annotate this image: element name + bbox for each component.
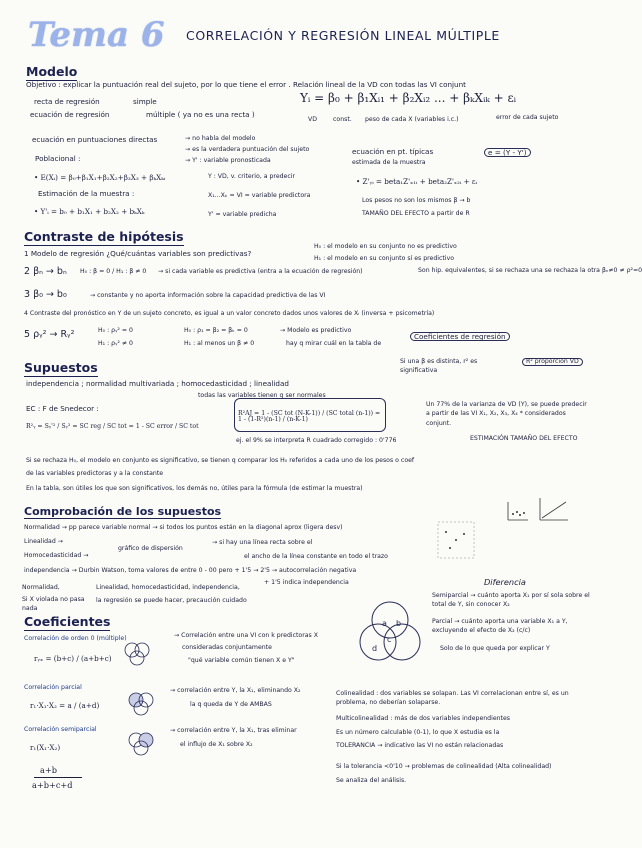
ryx-formula: rᵧₓ = (b+c) / (a+b+c) xyxy=(34,654,112,663)
tolerancia-num: Es un número calculable (0-1), lo que X estudia es la xyxy=(336,729,500,736)
poblacional-eq: • E(Xᵢ) = β₀+β₁X₁+β₂X₂+β₃X₃ + βₖXₖᵢ xyxy=(34,173,166,182)
y-vd-def: Y : VD, v. criterio, a predecir xyxy=(208,173,296,180)
orden0-txt2: consideradas conjuntamente xyxy=(182,644,272,651)
tamano-note: TAMAÑO DEL EFECTO a partir de R xyxy=(362,210,470,217)
contraste-3-text: → constante y no aporta información sobre la capacidad predictiva de las VI xyxy=(90,292,326,299)
venn-diagram-icon xyxy=(352,596,430,678)
linealidad-2: Linealidad, homocedasticidad, independencia, xyxy=(96,584,240,591)
section-heading-modelo: Modelo xyxy=(26,64,78,79)
colinealidad-def: Colinealidad : dos variables se solapan. Las VI correlacionan entre sí, es un problema, no deberían solaparse. xyxy=(336,690,569,706)
multiple-label: múltiple ( ya no es una recta ) xyxy=(146,110,255,119)
section-heading-coeficientes: Coeficientes xyxy=(24,614,111,629)
semi-formula: r₁(X₁·X₂) xyxy=(30,743,61,752)
comprob-normalidad: Normalidad → pp parece variable normal → si todos los puntos están en la diagonal aprox (ligera desv) xyxy=(24,524,343,531)
parcial-heading: Correlación parcial xyxy=(24,684,82,691)
contraste-5-h1: H₁ : ρᵧ² ≠ 0 xyxy=(98,340,133,347)
coeficientes-regresion: Coeficientes de regresión xyxy=(410,332,510,341)
contraste-5: 5 ρᵧ² → Rᵧ² xyxy=(24,329,75,340)
supuestos-list: independencia ; normalidad multivariada ; homocedasticidad ; linealidad xyxy=(26,379,289,388)
normalidad-2: Normalidad, xyxy=(22,584,60,591)
estimacion-tamano: ESTIMACIÓN TAMAÑO DEL EFECTO xyxy=(470,435,578,442)
parcial-def: Parcial → cuánto aporta una variable X₁ a Y, excluyendo el efecto de X₂ (c/c) xyxy=(432,618,568,634)
ec-label: EC : F de Snedecor : xyxy=(26,404,99,413)
page-subtitle: CORRELACIÓN Y REGRESIÓN LINEAL MÚLTIPLE xyxy=(186,28,500,43)
ecuac-directas: ecuación en puntuaciones directas xyxy=(32,135,158,144)
note-3: → Y' : variable pronosticada xyxy=(185,157,271,164)
contraste-2-text: → si cada variable es predictiva (entra a la ecuación de regresión) xyxy=(158,268,363,275)
r2aj-formula: R²AJ = 1 - (SC tot (N-K-1)) / (SC total (n-1)) = 1 - (1-R²)(n-1) / (n-K-1) xyxy=(238,410,381,424)
estimacion-eq: • Y'ᵢ = b₀ + b₁X₁ + b₂X₂ + bₖXₖ xyxy=(34,207,145,216)
x-vi-def: X₁...Xₖ = VI = variable predictora xyxy=(208,192,311,199)
violada-note: Si X violada no pasa nada xyxy=(22,596,85,612)
recta-label: recta de regresión xyxy=(34,97,100,106)
section-heading-supuestos: Supuestos xyxy=(24,360,98,375)
grafico-note: → si hay una línea recta sobre el xyxy=(212,539,313,546)
note-1: → no habla del modelo xyxy=(185,135,256,142)
page-title: Tema 6 xyxy=(28,15,165,55)
regression-equation: Yᵢ = β₀ + β₁Xᵢ₁ + β₂Xᵢ₂ ... + βₖXᵢₖ + εᵢ xyxy=(300,91,517,105)
semiparcial-def: Semiparcial → cuánto aporta X₁ por sí sola sobre el total de Y, sin conocer X₂ xyxy=(432,592,590,608)
proporcion-vd: R² proporción VD xyxy=(522,358,583,366)
svg-text:a: a xyxy=(382,619,387,628)
objetivo-text: Objetivo : explicar la puntuación real del sujeto, por lo que tiene el error . Relación lineal de la VD con todas las VI conjunt xyxy=(26,80,466,89)
contraste-5-hb: H₁ : al menos un β ≠ 0 xyxy=(184,340,255,347)
contraste-5-txt1: → Modelo es predictivo xyxy=(280,327,352,334)
orden0-txt3: "qué variable común tienen X e Y" xyxy=(188,657,295,664)
parcial-txt2: la q queda de Y de AMBAS xyxy=(190,701,272,708)
diferencia-heading: Diferencia xyxy=(484,577,526,587)
ecuac-tipicas: ecuación en pt. típicas xyxy=(352,147,434,156)
pesos-note: Los pesos no son los mismos β → b xyxy=(362,197,471,204)
homoc-note: el ancho de la línea constante en todo el trazo xyxy=(244,553,388,560)
venn-semi-icon xyxy=(126,730,156,756)
venn-parcial-icon xyxy=(126,690,156,716)
r2-formula: R²ᵧ = Sᵧ'² / Sᵧ² = SC reg / SC tot = 1 - SC error / SC tot xyxy=(26,423,199,430)
contraste-5-h0: H₀ : ρᵧ² = 0 xyxy=(98,327,133,334)
contraste-1-h0: H₀ : el modelo en su conjunto no es predictivo xyxy=(314,243,457,250)
svg-text:c: c xyxy=(387,635,392,644)
scatter-plot-icon xyxy=(506,500,530,522)
eq-label-const: const. xyxy=(333,116,352,123)
solo-def: Solo de lo que queda por explicar Y xyxy=(440,645,550,652)
parcial-formula: r₁·X₁·X₂ = a / (a+d) xyxy=(30,701,100,710)
section-heading-comprob: Comprobación de los supuestos xyxy=(24,505,222,518)
ecuacion-label: ecuación de regresión xyxy=(30,110,110,119)
venn-small-icon xyxy=(122,640,152,666)
semi-txt2: el influjo de X₁ sobre X₂ xyxy=(180,741,253,748)
comprob-linealidad: Linealidad → xyxy=(24,538,63,545)
eq-label-peso: peso de cada X (variables i.c.) xyxy=(365,116,459,123)
svg-text:b: b xyxy=(396,619,402,628)
fraction-den: a+b+c+d xyxy=(32,780,73,790)
supuestos-note: todas las variables tienen q ser normales xyxy=(198,392,326,399)
tolerancia-note: Se analiza del análisis. xyxy=(336,777,407,784)
grafico-dispersion: gráfico de dispersión xyxy=(118,545,183,552)
eq-label-error: error de cada sujeto xyxy=(496,114,559,121)
y-pred-def: Y' = variable predicha xyxy=(208,211,277,218)
contraste-1: 1 Modelo de regresión ¿Qué/cuántas variables son predictivas? xyxy=(24,249,252,258)
z-eq: • Z'ᵧᵢ = beta₁Z'ₓ₁ᵢ + beta₂Z'ₓ₂ᵢ + εᵢ xyxy=(356,177,478,186)
equivalence-note: Son hip. equivalentes, si se rechaza una se rechaza la otra βₙ≠0 ≠ ρ²=0 xyxy=(418,267,642,274)
contraste-4: 4 Contraste del pronóstico en Y de un sujeto concreto, es igual a un valor concreto dados unos valores de Xᵢ (inversa + psicometría) xyxy=(24,310,435,317)
multicolinealidad-def: Multicolinealidad : más de dos variables independientes xyxy=(336,715,511,722)
estimada-muestra: estimada de la muestra xyxy=(352,159,426,166)
r2-explanation: Un 77% de la varianza de VD (Y), se puede predecir a partir de las VI X₁, X₂, X₃, X₄ * considerados conjunt. xyxy=(426,401,587,427)
simple-label: simple xyxy=(133,97,157,106)
note-2: → es la verdadera puntuación del sujeto xyxy=(185,146,310,153)
tolerancia-limit: Si la tolerancia <0'10 → problemas de colinealidad (Alta colinealidad) xyxy=(336,763,552,770)
rechazo-1: Si se rechaza H₀, el modelo en conjunto es significativo, se tienen q comparar los H₀ referidos a cada uno de los pesos o coef xyxy=(26,457,415,464)
fraction-num: a+b xyxy=(40,765,57,775)
section-heading-contraste: Contraste de hipótesis xyxy=(24,229,184,244)
trend-line-icon xyxy=(538,496,570,522)
contraste-1-h1: H₁ : el modelo en su conjunto sí es predictivo xyxy=(314,255,455,262)
contraste-2: 2 βₙ → bₙ xyxy=(24,266,67,277)
orden0-txt1: → Correlación entre una VI con k predictoras X xyxy=(174,632,318,639)
r2-example: ej. el 9% se interpreta R cuadrado corregido : 0'776 xyxy=(236,437,397,444)
indep-note: + 1'5 indica independencia xyxy=(264,579,349,586)
contraste-5-ha: H₀ : ρ₁ = β₂ = βₖ = 0 xyxy=(184,327,248,334)
rechazo-3: En la tabla, son útiles los que son significativos, los demás no, útiles para la fórmula (de estimar la muestra) xyxy=(26,485,363,492)
comprob-indep: independencia → Durbin Watson, toma valores de entre 0 - 00 pero + 1'5 → 2'5 → autocorrelación negativa xyxy=(24,567,357,574)
residual-plot-icon xyxy=(436,520,476,560)
tolerancia-def: TOLERANCIA → indicativo las VI no están relacionadas xyxy=(336,742,504,749)
distinta-note: Si una β es distinta, r² es significativa xyxy=(400,358,478,375)
poblacional-label: Poblacional : xyxy=(35,154,81,163)
semi-heading: Correlación semiparcial xyxy=(24,726,97,733)
contraste-2-h: H₀ : β = 0 / H₁ : β ≠ 0 xyxy=(80,268,147,275)
error-eq: e = (Y - Y') xyxy=(484,148,531,157)
comprob-homoc: Homocedasticidad → xyxy=(24,552,89,559)
semi-txt1: → correlación entre Y, la X₁, tras eliminar xyxy=(170,727,297,734)
parcial-txt1: → correlación entre Y, la X₁, eliminando X₂ xyxy=(170,687,301,694)
rechazo-2: de las variables predictoras y a la constante xyxy=(26,470,164,477)
contraste-3: 3 β₀ → b₀ xyxy=(24,289,67,300)
fraction-bar xyxy=(34,777,82,778)
eq-label-vd: VD xyxy=(308,116,317,123)
svg-text:d: d xyxy=(372,644,378,653)
orden0-heading: Correlación de orden 0 (múltiple) xyxy=(24,635,127,642)
contraste-5-txt2: hay q mirar cuál en la tabla de xyxy=(286,340,382,347)
regresion-note: la regresión se puede hacer, precaución cuidado xyxy=(96,597,247,604)
estimacion-label: Estimación de la muestra : xyxy=(38,189,135,198)
